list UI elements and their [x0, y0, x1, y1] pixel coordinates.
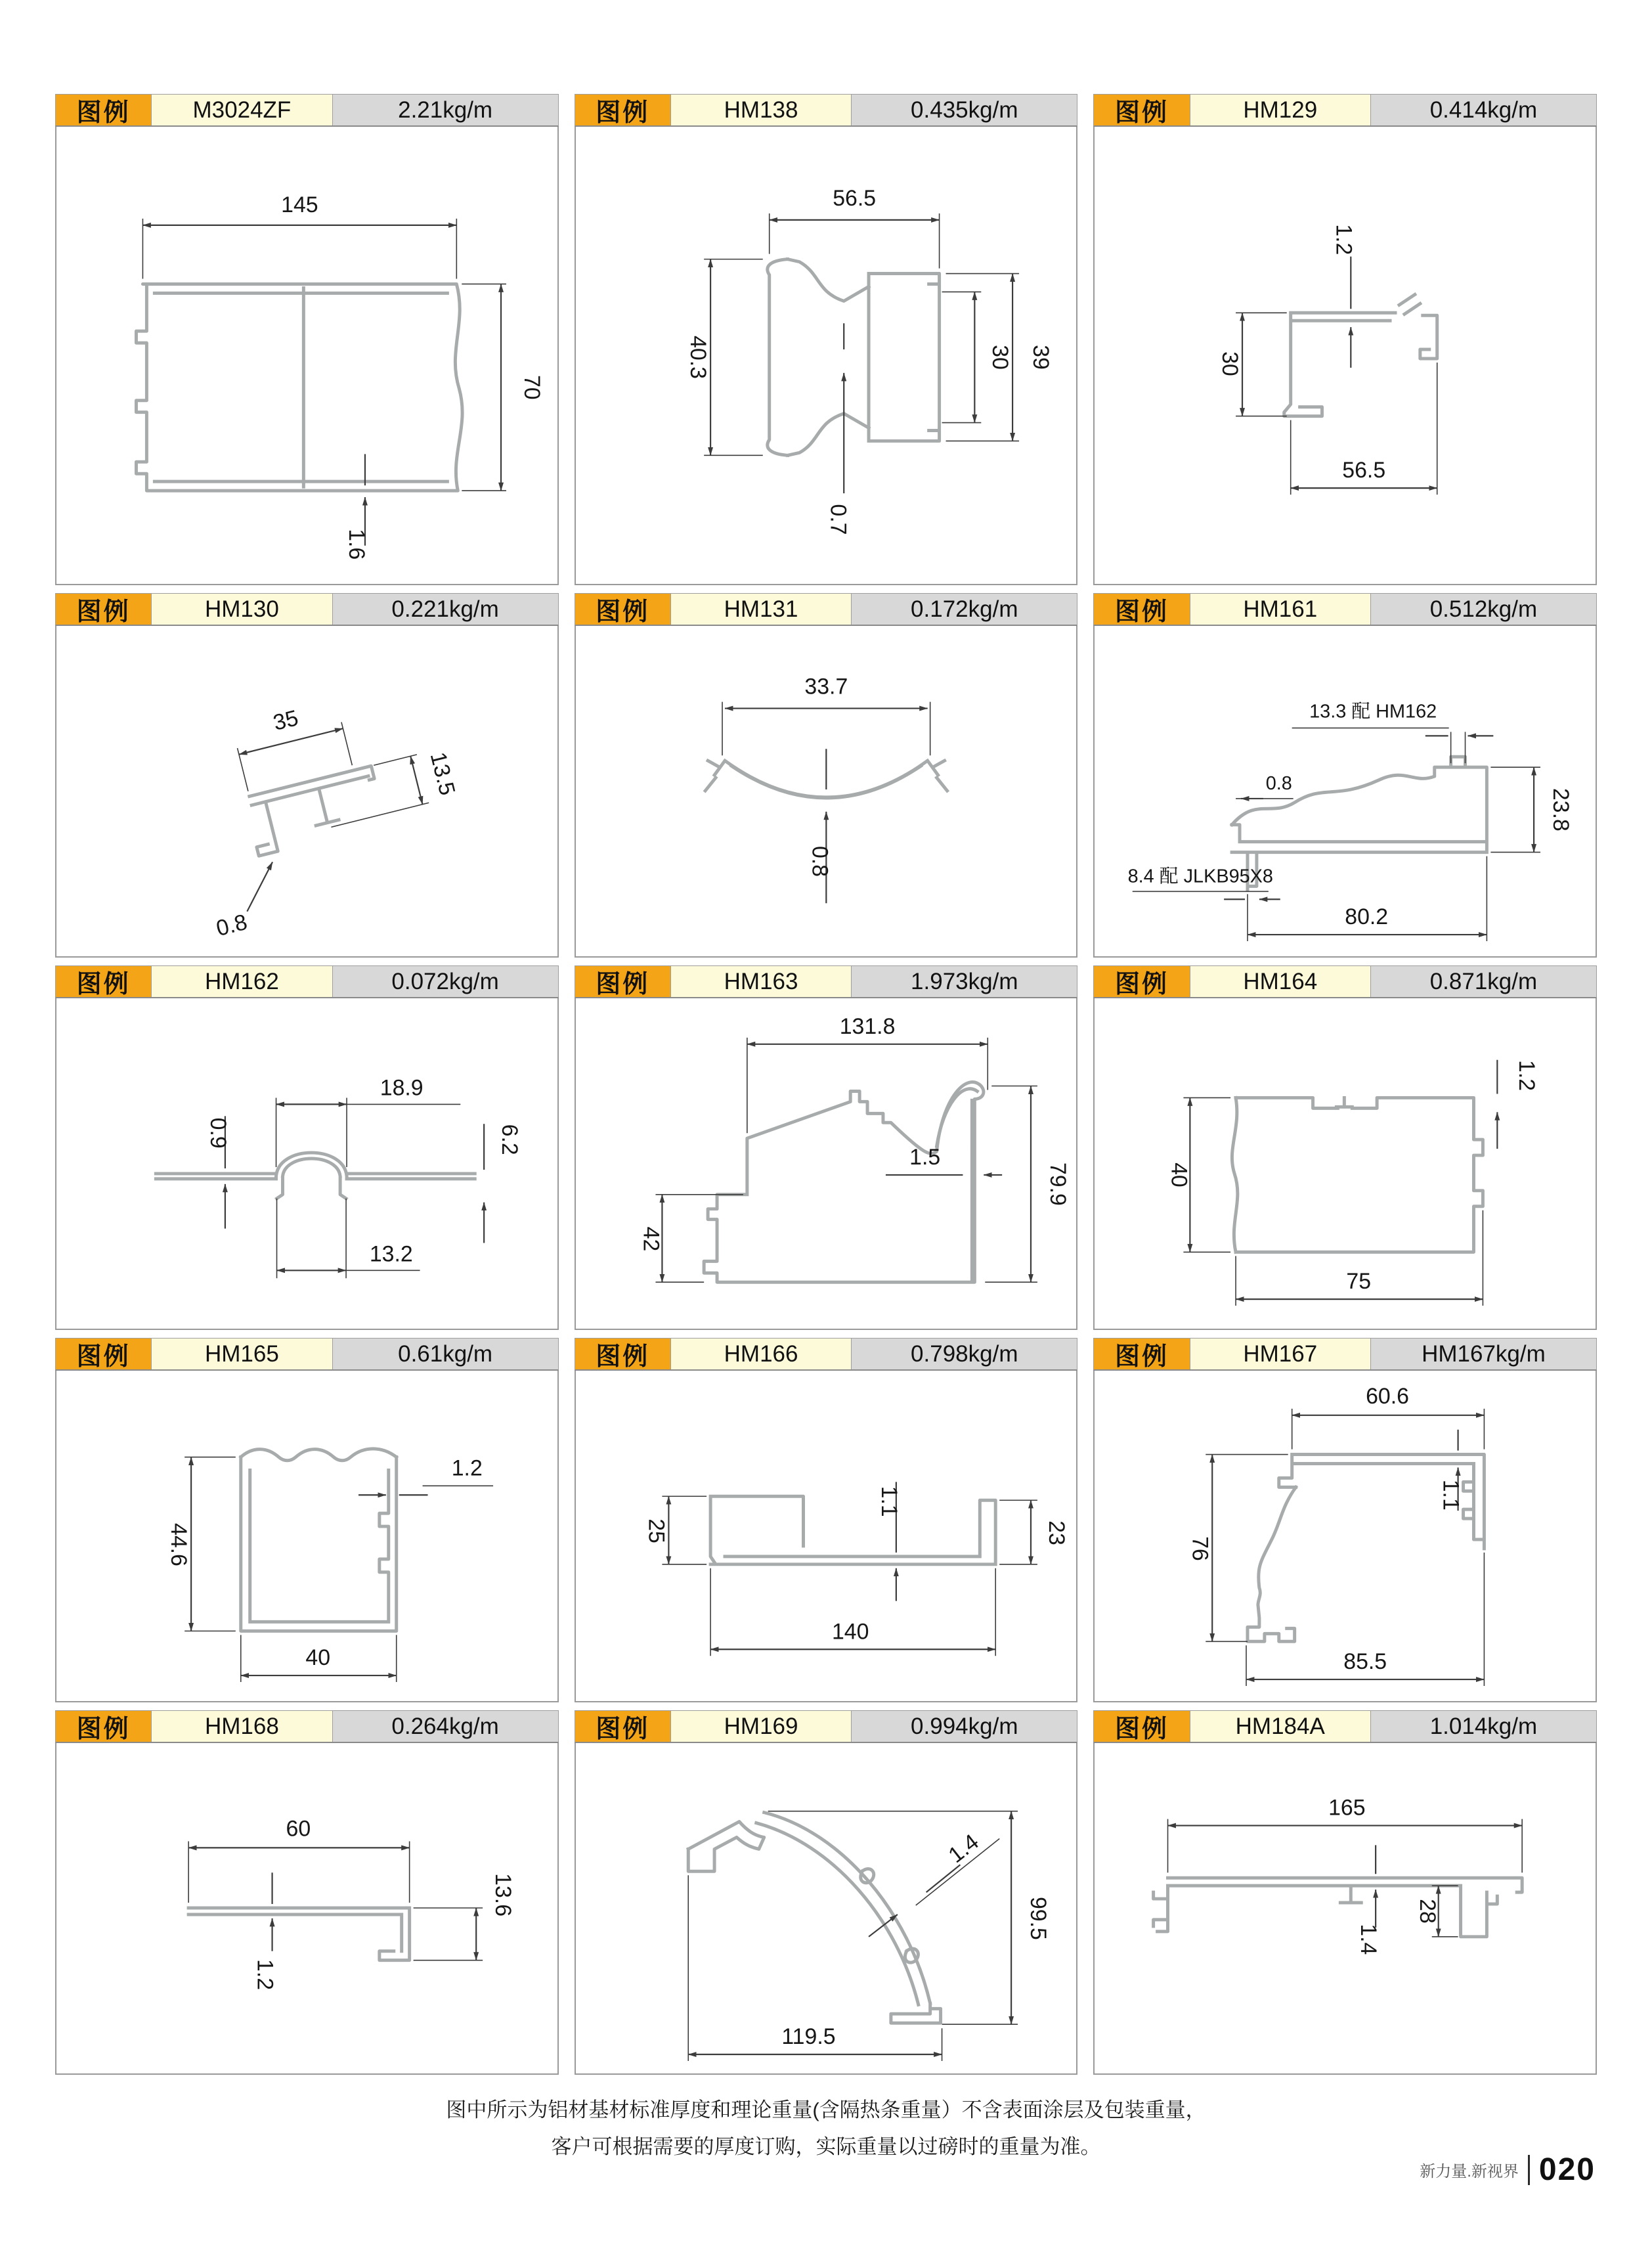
model-label: HM164: [1190, 966, 1370, 997]
dim-label: 76: [1187, 1536, 1213, 1561]
dim-label: 0.7: [825, 504, 850, 535]
weight-label: 1.973kg/m: [851, 966, 1077, 997]
profile-card-hm129: [1093, 94, 1597, 585]
profile-outline: [1232, 1097, 1483, 1252]
dim-label: 13.2: [369, 1241, 413, 1267]
drawing-hm184a: [1095, 1743, 1596, 2073]
model-label: HM131: [670, 594, 851, 625]
dim-label: 33.7: [804, 674, 848, 699]
drawing-hm131: [576, 626, 1077, 956]
profile-card-hm163: [575, 965, 1078, 1330]
legend-badge: 图例: [56, 966, 151, 997]
card-header: [1093, 1710, 1597, 1743]
dim-label: 23.8: [1548, 787, 1574, 831]
weight-label: 0.798kg/m: [851, 1339, 1077, 1369]
card-header: [55, 965, 559, 998]
legend-badge: 图例: [1094, 1711, 1189, 1742]
drawing-area: [1093, 998, 1597, 1330]
legend-badge: 图例: [575, 594, 670, 625]
footer-note-line2: 客户可根据需要的厚度订购，实际重量以过磅时的重量为准。: [551, 2135, 1101, 2158]
dim-label: 70: [519, 374, 544, 400]
dim-label: 1.2: [451, 1455, 483, 1481]
legend-badge: 图例: [56, 1711, 151, 1742]
weight-label: 0.172kg/m: [851, 594, 1077, 625]
dim-label: 13.3 配 HM162: [1309, 701, 1437, 722]
weight-label: 2.21kg/m: [332, 95, 558, 125]
profile-outline: [704, 1082, 984, 1283]
dim-label: 1.2: [1514, 1060, 1540, 1092]
model-label: HM138: [670, 95, 851, 125]
dim-label: 6.2: [497, 1124, 523, 1155]
profile-card-hm168: [55, 1710, 559, 2075]
profile-card-hm131: [575, 593, 1078, 958]
card-header: [55, 94, 559, 127]
dim-label: 42: [638, 1226, 664, 1252]
legend-badge: 图例: [1094, 966, 1189, 997]
drawing-area: [55, 127, 559, 585]
dim-label: 75: [1346, 1269, 1372, 1295]
profile-card-hm169: [575, 1710, 1078, 2075]
profile-card-hm167: [1093, 1338, 1597, 1702]
dim-label: 1.6: [344, 529, 370, 560]
footer-note-line1: 图中所示为铝材基材标准厚度和理论重量(含隔热条重量）不含表面涂层及包装重量，: [446, 2098, 1206, 2121]
drawing-hm162: [56, 998, 557, 1329]
drawing-area: [1093, 1371, 1597, 1702]
legend-badge: 图例: [575, 1711, 670, 1742]
profile-outline: [156, 1153, 475, 1199]
legend-badge: 图例: [575, 1339, 670, 1369]
model-label: HM184A: [1190, 1711, 1370, 1742]
dim-label: 8.4 配 JLKB95X8: [1127, 866, 1274, 887]
card-header: [55, 1338, 559, 1371]
dim-label: 85.5: [1343, 1649, 1387, 1675]
legend-badge: 图例: [56, 95, 151, 125]
profile-card-hm162: [55, 965, 559, 1330]
dim-label: 131.8: [839, 1013, 896, 1039]
drawing-hm164: [1095, 998, 1596, 1329]
dim-label: 165: [1328, 1795, 1366, 1821]
weight-label: 0.221kg/m: [332, 594, 558, 625]
drawing-area: [575, 1743, 1078, 2075]
drawing-area: [1093, 127, 1597, 585]
dim-label: 79.9: [1045, 1162, 1070, 1206]
model-label: HM165: [151, 1339, 332, 1369]
dim-label: 0.8: [1266, 773, 1293, 795]
profile-clips: [860, 1869, 918, 1963]
dim-label: 1.1: [1439, 1479, 1464, 1511]
model-label: HM162: [151, 966, 332, 997]
weight-label: 0.994kg/m: [851, 1711, 1077, 1742]
dim-label: 13.6: [490, 1873, 516, 1917]
profile-outline: [767, 259, 868, 456]
profile-row-2: [55, 593, 1597, 958]
drawing-area: [55, 1371, 559, 1702]
profile-row-4: [55, 1338, 1597, 1702]
profile-outline: [241, 1449, 397, 1631]
footer-note: [0, 2092, 1652, 2165]
drawing-hm130: [56, 626, 557, 956]
dim-label: 80.2: [1345, 904, 1389, 930]
dim-label: 1.5: [909, 1144, 940, 1170]
profile-row-5: [55, 1710, 1597, 2075]
drawing-area: [1093, 626, 1597, 958]
drawing-area: [575, 626, 1078, 958]
dim-label: 140: [831, 1619, 869, 1645]
legend-badge: 图例: [56, 594, 151, 625]
legend-badge: 图例: [1094, 1339, 1189, 1369]
dim-label: 25: [643, 1518, 669, 1543]
profile-outline: [1154, 1878, 1523, 1937]
weight-label: 0.512kg/m: [1370, 594, 1596, 625]
profile-outline-right: [869, 274, 940, 441]
dim-label: 39: [1028, 345, 1053, 370]
dim-label: 13.5: [425, 749, 460, 798]
dim-label: 30: [1217, 351, 1243, 376]
dim-label: 40: [1166, 1162, 1192, 1187]
profile-card-hm138: [575, 94, 1078, 585]
dim-label: 60: [286, 1816, 311, 1842]
model-label: HM161: [1190, 594, 1370, 625]
profile-card-hm130: [55, 593, 559, 958]
profile-card-hm164: [1093, 965, 1597, 1330]
card-header: [1093, 1338, 1597, 1371]
drawing-hm161: [1095, 626, 1596, 956]
drawing-area: [575, 998, 1078, 1330]
profile-card-hm165: [55, 1338, 559, 1702]
drawing-hm163: [576, 998, 1077, 1329]
dim-label: 1.1: [876, 1486, 902, 1517]
dim-label: 1.2: [252, 1959, 278, 1991]
drawing-hm129: [1095, 127, 1596, 584]
card-header: [575, 94, 1078, 127]
dim-label: 35: [271, 705, 301, 736]
dim-label: 60.6: [1366, 1383, 1410, 1409]
dim-label: 56.5: [1342, 458, 1386, 483]
legend-badge: 图例: [575, 966, 670, 997]
weight-label: HM167kg/m: [1370, 1339, 1596, 1369]
weight-label: 1.014kg/m: [1370, 1711, 1596, 1742]
dim-label: 40: [305, 1645, 331, 1671]
dim-label: 0.8: [807, 846, 833, 877]
legend-badge: 图例: [1094, 95, 1189, 125]
profile-row-1: [55, 94, 1597, 585]
dim-label: 40.3: [685, 336, 710, 379]
profile-outline: [710, 1496, 995, 1564]
weight-label: 0.871kg/m: [1370, 966, 1596, 997]
dim-label: 145: [281, 192, 318, 217]
weight-label: 0.414kg/m: [1370, 95, 1596, 125]
page-number: 020: [1538, 2152, 1596, 2187]
dim-label: 1.4: [1356, 1924, 1381, 1955]
drawing-area: [575, 127, 1078, 585]
drawing-hm165: [56, 1371, 557, 1701]
dim-label: 18.9: [380, 1075, 424, 1101]
drawing-area: [1093, 1743, 1597, 2075]
model-label: HM163: [670, 966, 851, 997]
drawing-hm166: [576, 1371, 1077, 1701]
card-header: [1093, 593, 1597, 626]
drawing-hm138: [576, 127, 1077, 584]
brand-slogan: 新力量.新视界: [1420, 2163, 1519, 2181]
legend-badge: 图例: [1094, 594, 1189, 625]
dim-label: 119.5: [781, 2024, 836, 2050]
profile-row-3: [55, 965, 1597, 1330]
card-header: [55, 1710, 559, 1743]
catalog-grid: [55, 94, 1597, 2083]
legend-badge: 图例: [56, 1339, 151, 1369]
model-label: HM166: [670, 1339, 851, 1369]
model-label: HM167: [1190, 1339, 1370, 1369]
model-label: HM130: [151, 594, 332, 625]
model-label: M3024ZF: [151, 95, 332, 125]
profile-card-m3024zf: [55, 94, 559, 585]
dim-label: 0.8: [213, 909, 250, 942]
footer-divider: [1528, 2155, 1530, 2185]
dim-label: 23: [1043, 1520, 1069, 1545]
profile-card-hm184a: [1093, 1710, 1597, 2075]
dim-label: 28: [1415, 1899, 1441, 1924]
drawing-hm167: [1095, 1371, 1596, 1701]
card-header: [55, 593, 559, 626]
model-label: HM168: [151, 1711, 332, 1742]
profile-card-hm161: [1093, 593, 1597, 958]
card-header: [575, 965, 1078, 998]
card-header: [575, 1338, 1078, 1371]
weight-label: 0.264kg/m: [332, 1711, 558, 1742]
profile-outline: [188, 1908, 410, 1960]
drawing-area: [55, 998, 559, 1330]
drawing-hm168: [56, 1743, 557, 2073]
drawing-area: [575, 1371, 1078, 1702]
profile-outline: [1284, 294, 1437, 416]
card-header: [1093, 965, 1597, 998]
dim-label: 56.5: [832, 185, 876, 211]
dim-label: 0.9: [205, 1117, 230, 1149]
profile-outline: [688, 1813, 940, 2024]
dim-label: 1.2: [1331, 224, 1357, 255]
drawing-area: [55, 626, 559, 958]
drawing-hm169: [576, 1743, 1077, 2073]
weight-label: 0.072kg/m: [332, 966, 558, 997]
profile-card-hm166: [575, 1338, 1078, 1702]
dim-label: 99.5: [1025, 1896, 1051, 1940]
page-footer: [1420, 2152, 1596, 2188]
card-header: [575, 593, 1078, 626]
profile-outline: [244, 766, 385, 856]
legend-badge: 图例: [575, 95, 670, 125]
weight-label: 0.61kg/m: [332, 1339, 558, 1369]
model-label: HM129: [1190, 95, 1370, 125]
drawing-area: [55, 1743, 559, 2075]
profile-inner-line: [154, 293, 447, 481]
dim-label: 44.6: [166, 1523, 192, 1566]
dim-label: 1.4: [944, 1829, 984, 1869]
weight-label: 0.435kg/m: [851, 95, 1077, 125]
model-label: HM169: [670, 1711, 851, 1742]
card-header: [575, 1710, 1078, 1743]
profile-inner-line: [936, 1089, 977, 1280]
drawing-m3024zf: [56, 127, 557, 584]
card-header: [1093, 94, 1597, 127]
profile-outline: [136, 284, 462, 491]
dim-label: 30: [987, 345, 1012, 370]
